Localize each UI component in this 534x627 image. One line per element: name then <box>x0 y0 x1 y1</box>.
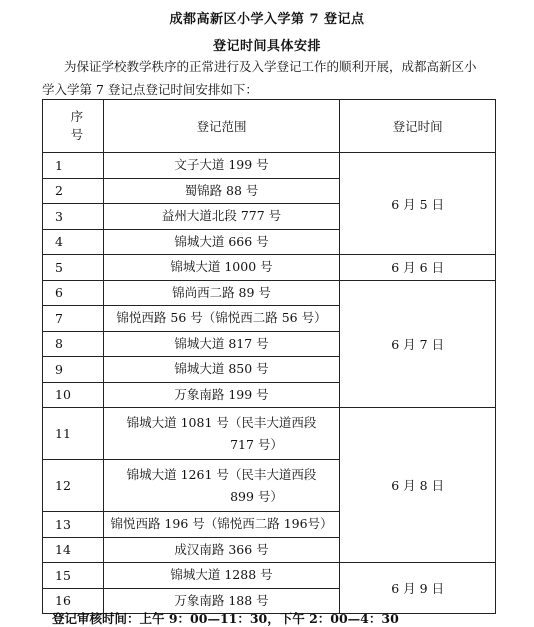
table-row <box>43 280 496 306</box>
row-seq: 1 <box>43 153 104 179</box>
row-seq: 16 <box>43 588 104 614</box>
row-range: 锦城大道 1000 号 <box>103 255 340 281</box>
row-seq: 3 <box>43 204 104 230</box>
header-seq <box>43 100 104 153</box>
row-range: 锦城大道 850 号 <box>103 357 340 383</box>
intro-line-2: 学入学第 7 登记点登记时间安排如下： <box>42 82 258 97</box>
header-range: 登记范围 <box>103 100 340 153</box>
row-range: 万象南路 188 号 <box>103 588 340 614</box>
row-range-line2: 717 号） <box>230 436 283 452</box>
row-date: 6 月 8 日 <box>340 408 496 563</box>
row-date: 6 月 7 日 <box>340 280 496 408</box>
row-range: 锦城大道 817 号 <box>103 331 340 357</box>
row-seq: 2 <box>43 178 104 204</box>
table-row <box>43 563 496 589</box>
row-range: 锦悦西路 56 号（锦悦西二路 56 号） <box>103 306 340 332</box>
row-seq: 12 <box>43 460 104 512</box>
row-range: 万象南路 199 号 <box>103 382 340 408</box>
row-seq: 4 <box>43 229 104 255</box>
document-title: 成都高新区小学入学第 7 登记点 <box>169 12 365 27</box>
row-range <box>103 408 340 460</box>
row-seq: 5 <box>43 255 104 281</box>
row-seq: 6 <box>43 280 104 306</box>
registration-schedule-table <box>42 99 496 614</box>
header-time: 登记时间 <box>340 100 496 153</box>
header-seq-line1: 序 <box>70 109 84 124</box>
row-seq: 8 <box>43 331 104 357</box>
table-row <box>43 153 496 179</box>
row-seq: 7 <box>43 306 104 332</box>
row-range-line2: 899 号） <box>230 488 283 504</box>
row-range-line1: 锦城大道 1081 号（民丰大道西段 <box>126 414 317 430</box>
row-seq: 13 <box>43 512 104 538</box>
table-row <box>43 408 496 460</box>
row-seq: 15 <box>43 563 104 589</box>
document-subtitle: 登记时间具体安排 <box>212 39 321 54</box>
table-row <box>43 255 496 281</box>
table-header-row <box>43 100 496 153</box>
row-range <box>103 460 340 512</box>
row-range: 锦城大道 666 号 <box>103 229 340 255</box>
row-range: 蜀锦路 88 号 <box>103 178 340 204</box>
row-range: 锦尚西二路 89 号 <box>103 280 340 306</box>
row-seq: 9 <box>43 357 104 383</box>
row-seq: 14 <box>43 537 104 563</box>
header-seq-line2: 号 <box>70 127 84 142</box>
row-range: 益州大道北段 777 号 <box>103 204 340 230</box>
row-date: 6 月 5 日 <box>340 153 496 255</box>
intro-line-1: 为保证学校教学秩序的正常进行及入学登记工作的顺利开展，成都高新区小 <box>64 59 477 74</box>
row-range: 文子大道 199 号 <box>103 153 340 179</box>
row-date: 6 月 6 日 <box>340 255 496 281</box>
row-range-line1: 锦城大道 1261 号（民丰大道西段 <box>126 466 317 482</box>
review-time-note: 登记审核时间：上午 9：00—11：30，下午 2：00—4：30 <box>52 611 399 626</box>
row-range: 锦悦西路 196 号（锦悦西二路 196号） <box>103 512 340 538</box>
row-range: 成汉南路 366 号 <box>103 537 340 563</box>
row-seq: 10 <box>43 382 104 408</box>
row-seq: 11 <box>43 408 104 460</box>
row-date: 6 月 9 日 <box>340 563 496 614</box>
row-range: 锦城大道 1288 号 <box>103 563 340 589</box>
